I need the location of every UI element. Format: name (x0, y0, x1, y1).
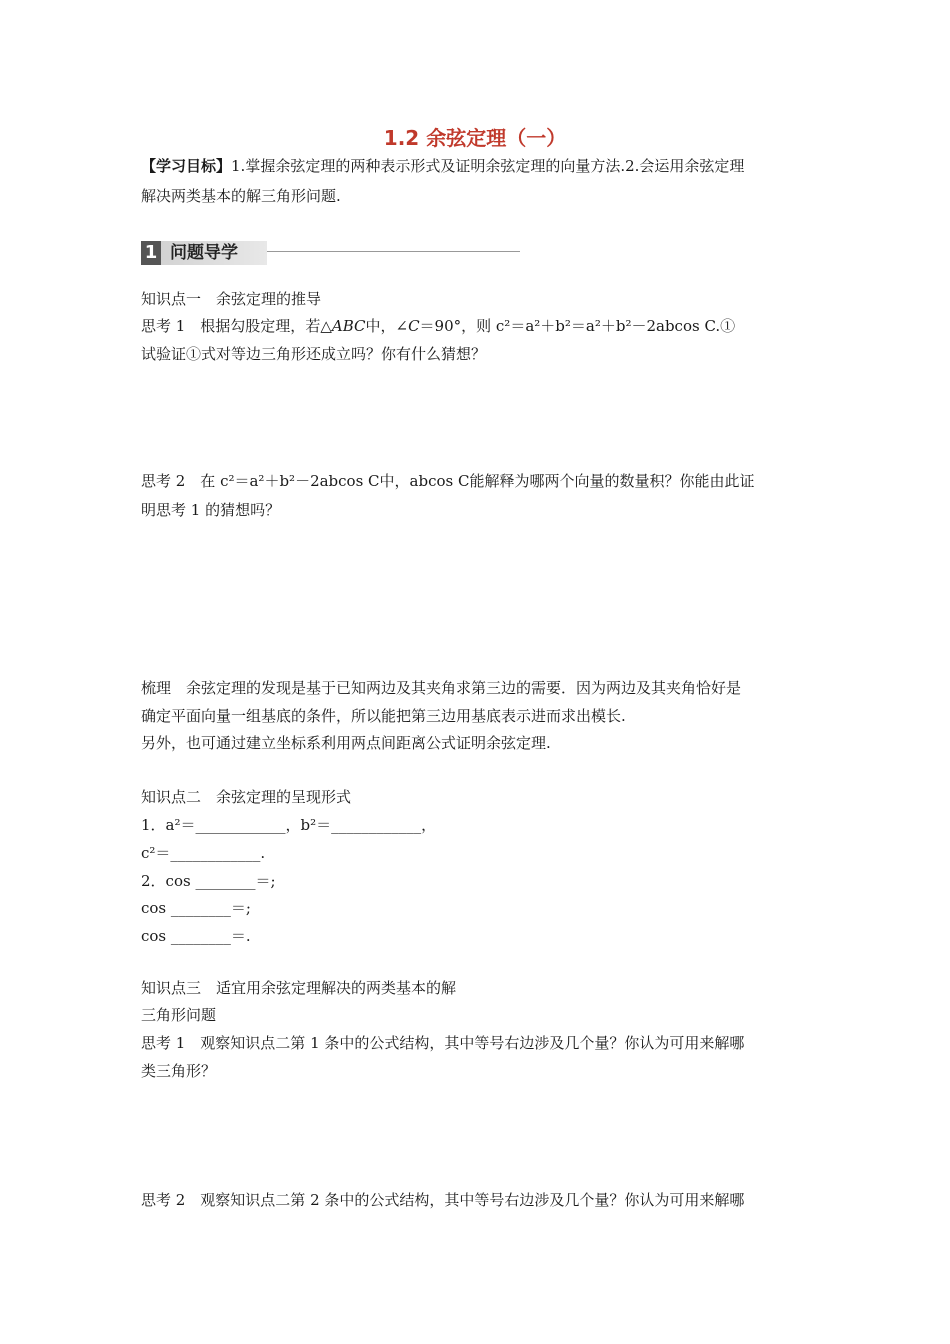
summary-line1: 梳理 余弦定理的发现是基于已知两边及其夹角求第三边的需要．因为两边及其夹角恰好是 (141, 679, 742, 697)
summary-line3: 另外，也可通过建立坐标系利用两点间距离公式证明余弦定理. (141, 734, 551, 752)
objectives-text-1: 1.掌握余弦定理的两种表示形式及证明余弦定理的向量方法.2.会运用余弦定理 (231, 157, 745, 175)
angle-c: C (408, 317, 420, 335)
kp2-line4: cos ________＝; (141, 899, 251, 917)
kp1-think2-line2: 明思考 1 的猜想吗？ (141, 501, 281, 519)
kp1-think2-line1: 思考 2 在 c²＝a²＋b²－2abcos C中，abcos C能解释为哪两个向量的数量积？你能由此证 (141, 472, 755, 490)
kp3-heading-2: 三角形问题 (141, 1006, 217, 1024)
kp2-line5: cos ________＝. (141, 927, 251, 945)
kp3-think1-line2: 类三角形？ (141, 1062, 217, 1080)
kp2-line1: 1．a²＝____________，b²＝____________， (141, 816, 437, 834)
kp3-heading: 知识点三 适宜用余弦定理解决的两类基本的解 (141, 979, 457, 997)
kp3-think2-line1: 思考 2 观察知识点二第 2 条中的公式结构，其中等号右边涉及几个量？你认为可用来解哪 (141, 1191, 745, 1209)
page-title: 1.2 余弦定理（一） (383, 126, 567, 150)
triangle-name: ABC (331, 317, 366, 335)
kp1-think1-line2: 试验证①式对等边三角形还成立吗？你有什么猜想？ (141, 345, 487, 363)
think1-mid: 中，∠ (365, 317, 409, 335)
section-divider (267, 251, 520, 252)
kp2-heading: 知识点二 余弦定理的呈现形式 (141, 788, 352, 806)
objectives-text-2: 解决两类基本的解三角形问题. (141, 187, 341, 205)
think1-equation: ＝90°，则 c²＝a²＋b²＝a²＋b²－2abcos C.① (419, 317, 736, 335)
kp1-heading: 知识点一 余弦定理的推导 (141, 290, 322, 308)
section-number: 1 (141, 241, 161, 265)
kp1-think1-line1 (141, 316, 735, 336)
kp2-line3: 2．cos ________＝; (141, 872, 276, 890)
section-title: 问题导学 (170, 243, 238, 263)
objectives-label: 【学习目标】 (141, 157, 232, 175)
kp3-think1-line1: 思考 1 观察知识点二第 1 条中的公式结构，其中等号右边涉及几个量？你认为可用来解哪 (141, 1034, 745, 1052)
learning-objectives (141, 156, 744, 176)
kp2-line2: c²＝____________. (141, 844, 266, 862)
think1-prefix: 思考 1 根据勾股定理，若△ (141, 317, 332, 335)
summary-line2: 确定平面向量一组基底的条件，所以能把第三边用基底表示进而求出模长. (141, 707, 626, 725)
